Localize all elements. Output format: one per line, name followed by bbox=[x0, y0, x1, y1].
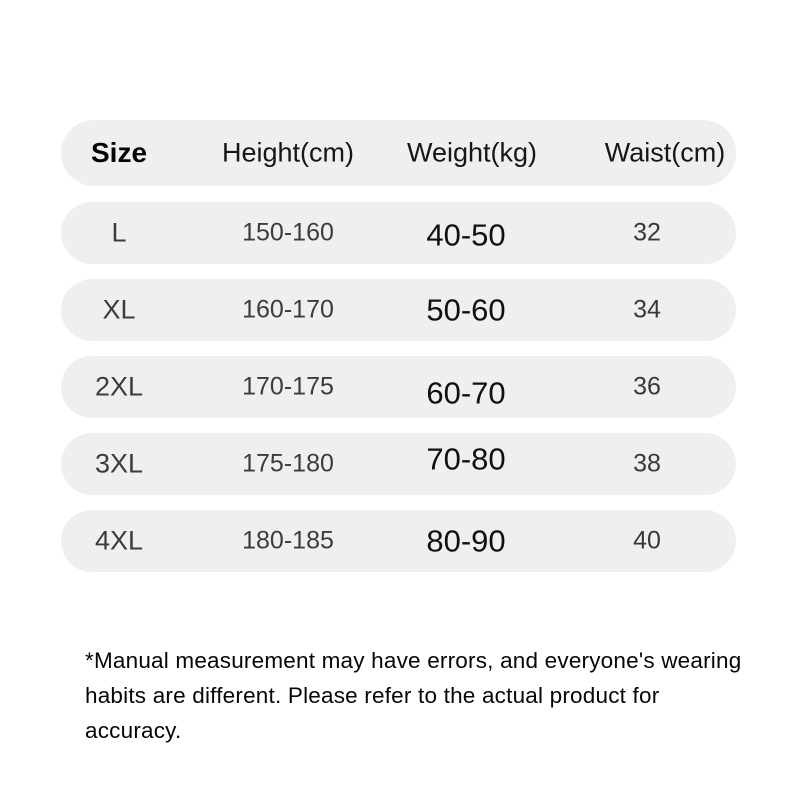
cell-waist: 38 bbox=[633, 449, 661, 478]
table-row bbox=[61, 202, 736, 264]
column-header-size: Size bbox=[90, 137, 148, 168]
cell-weight: 80-90 bbox=[426, 523, 506, 559]
table-header-row bbox=[61, 120, 736, 186]
table-row bbox=[61, 356, 736, 418]
cell-size: L bbox=[111, 217, 127, 248]
column-header-weight: Weight(kg) bbox=[406, 137, 538, 168]
measurement-note bbox=[85, 643, 745, 748]
note-line-2: habits are different. Please refer to the actual product for accuracy. bbox=[85, 683, 660, 743]
cell-height: 160-170 bbox=[242, 295, 334, 324]
table-row bbox=[61, 510, 736, 572]
cell-weight: 40-50 bbox=[426, 217, 506, 253]
cell-size: 3XL bbox=[94, 448, 144, 479]
table-row bbox=[61, 279, 736, 341]
note-line-1: *Manual measurement may have errors, and everyone's wearing bbox=[85, 648, 742, 673]
cell-waist: 34 bbox=[633, 295, 661, 324]
cell-height: 150-160 bbox=[242, 218, 334, 247]
cell-waist: 32 bbox=[633, 218, 661, 247]
column-header-waist: Waist(cm) bbox=[604, 137, 726, 168]
column-header-height: Height(cm) bbox=[221, 137, 355, 168]
cell-waist: 36 bbox=[633, 372, 661, 401]
cell-height: 170-175 bbox=[242, 372, 334, 401]
table-row bbox=[61, 433, 736, 495]
cell-height: 180-185 bbox=[242, 526, 334, 555]
cell-weight: 70-80 bbox=[426, 441, 506, 477]
cell-weight: 50-60 bbox=[426, 292, 506, 328]
cell-weight: 60-70 bbox=[426, 375, 506, 411]
cell-size: 4XL bbox=[94, 525, 144, 556]
cell-size: 2XL bbox=[94, 371, 144, 402]
cell-height: 175-180 bbox=[242, 449, 334, 478]
cell-size: XL bbox=[102, 294, 136, 325]
cell-waist: 40 bbox=[633, 526, 661, 555]
